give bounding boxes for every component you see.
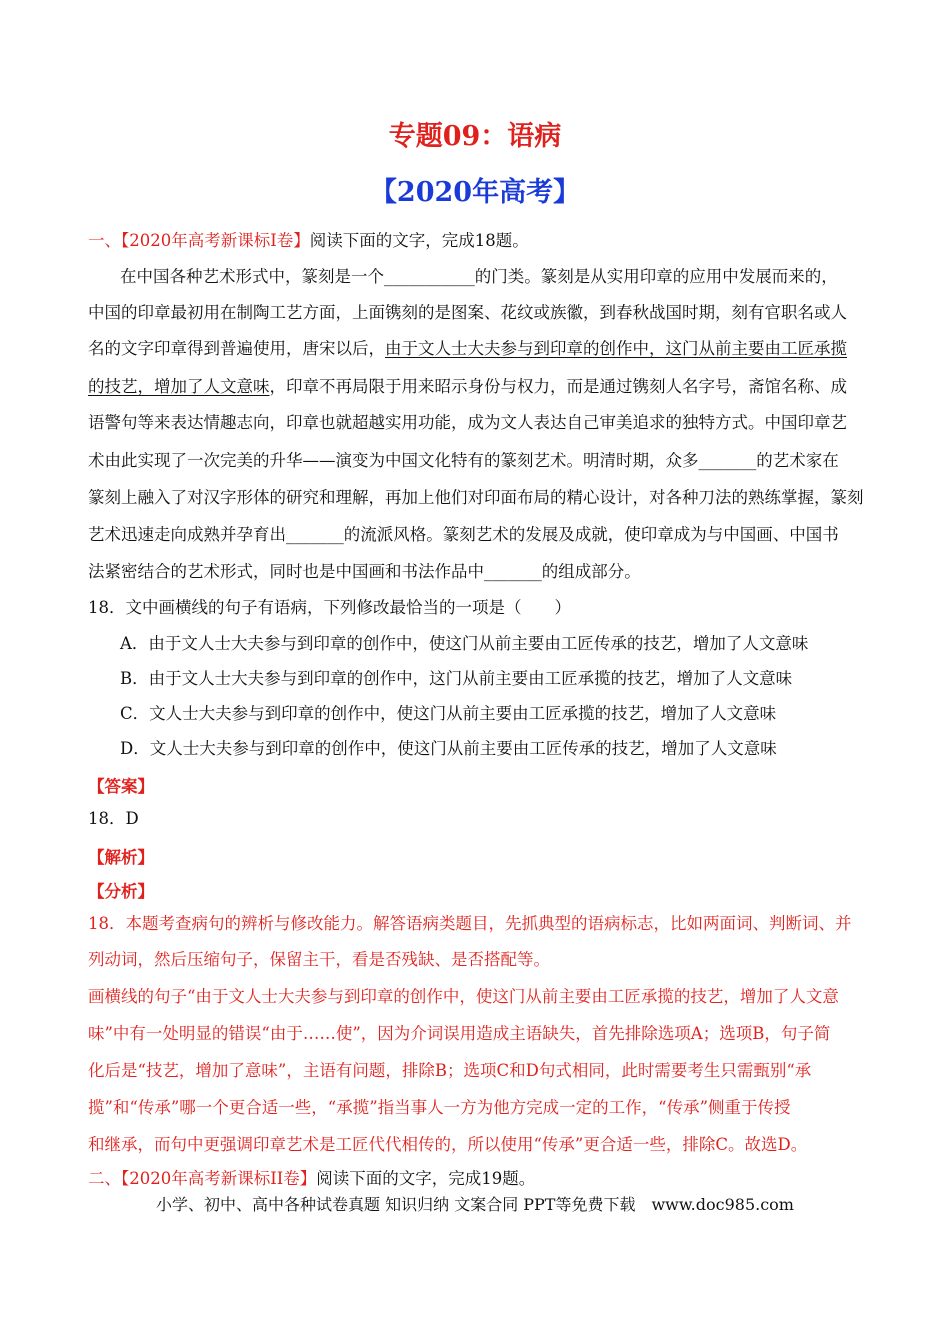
analysis-line-7: 和继承，而句中更强调印章艺术是工匠代代相传的，所以使用“传承”更合适一些，排除C。故选D。 [88,1135,808,1154]
analysis-line-1: 18．本题考查病句的辨析与修改能力。解答语病类题目，先抓典型的语病标志，比如两面词、判断词、并 [88,914,852,933]
question-2-prefix: 二、 [88,1169,121,1188]
underlined-sentence-part-1: 由于文人士大夫参与到印章的创作中，这门从前主要由工匠承揽 [385,339,847,358]
passage-line-4-text: ，印章不再局限于用来昭示身份与权力，而是通过镌刻人名字号，斋馆名称、成 [269,377,847,396]
question-1-prefix: 一、 [88,231,121,250]
passage-line-6: 术由此实现了一次完美的升华——演变为中国文化特有的篆刻艺术。明清时期，众多_______的艺术家在 [88,451,839,470]
passage-line-9: 法紧密结合的艺术形式，同时也是中国画和书法作品中_______的组成部分。 [88,562,641,581]
page-subtitle: 【2020年高考】 [369,177,581,208]
answer-value: 18．D [88,809,139,828]
page-title: 专题09：语病 [388,121,562,152]
passage-line-3-text: 名的文字印章得到普遍使用，唐宋以后， [88,339,385,358]
question-stem: 18．文中画横线的句子有语病，下列修改最恰当的一项是（ ） [88,598,571,617]
analysis-label: 【解析】 [88,848,154,867]
question-2-source: 【2020年高考新课标II卷】 [121,1169,317,1188]
passage-line-4 [88,376,868,398]
passage-line-3 [88,338,868,360]
passage-line-5: 语警句等来表达情趣志向，印章也就超越实用功能，成为文人表达自己审美追求的独特方式。中国印章艺 [88,413,847,432]
underlined-sentence-part-2: 的技艺，增加了人文意味 [88,377,270,396]
passage-line-8: 艺术迅速走向成熟并孕育出_______的流派风格。篆刻艺术的发展及成就，使印章成为与中国画、中国书 [88,525,839,544]
analysis-line-6: 揽”和“传承”哪一个更合适一些，“承揽”指当事人一方为他方完成一定的工作，“传承”侧重于传授 [88,1098,791,1117]
fenxi-label: 【分析】 [88,882,154,901]
question-1-source: 【2020年高考新课标Ⅰ卷】 [121,231,310,250]
passage-line-2: 中国的印章最初用在制陶工艺方面，上面镌刻的是图案、花纹或族徽，到春秋战国时期，刻有官职名或人 [88,303,847,322]
passage-line-1: 在中国各种艺术形式中，篆刻是一个___________的门类。篆刻是从实用印章的应用中发展而来的， [120,267,838,286]
analysis-line-2: 列动词，然后压缩句子，保留主干，看是否残缺、是否搭配等。 [88,950,550,969]
option-c: C．文人士大夫参与到印章的创作中，使这门从前主要由工匠承揽的技艺，增加了人文意味 [120,704,777,723]
question-1-instruction: 阅读下面的文字，完成18题。 [309,231,529,250]
option-a: A．由于文人士大夫参与到印章的创作中，使这门从前主要由工匠传承的技艺，增加了人文意味 [120,634,809,653]
question-1-heading [88,230,868,252]
option-b: B．由于文人士大夫参与到印章的创作中，这门从前主要由工匠承揽的技艺，增加了人文意味 [120,669,793,688]
analysis-line-5: 化后是“技艺，增加了意味”，主语有问题，排除B；选项C和D句式相同，此时需要考生只需甄别“承 [88,1061,812,1080]
answer-label: 【答案】 [88,777,154,796]
analysis-line-4: 味”中有一处明显的错误“由于……使”，因为介词误用造成主语缺失，首先排除选项A；选项B，句子简 [88,1024,831,1043]
analysis-line-3: 画横线的句子“由于文人士大夫参与到印章的创作中，使这门从前主要由工匠承揽的技艺，增加了人文意 [88,987,839,1006]
passage-line-7: 篆刻上融入了对汉字形体的研究和理解，再加上他们对印面布局的精心设计，对各种刀法的熟练掌握，篆刻 [88,488,864,507]
page-footer: 小学、初中、高中各种试卷真题 知识归纳 文案合同 PPT等免费下载 www.doc985.com [156,1195,794,1214]
option-d: D．文人士大夫参与到印章的创作中，使这门从前主要由工匠传承的技艺，增加了人文意味 [120,739,777,758]
question-2-heading [88,1168,868,1190]
question-2-instruction: 阅读下面的文字，完成19题。 [316,1169,536,1188]
